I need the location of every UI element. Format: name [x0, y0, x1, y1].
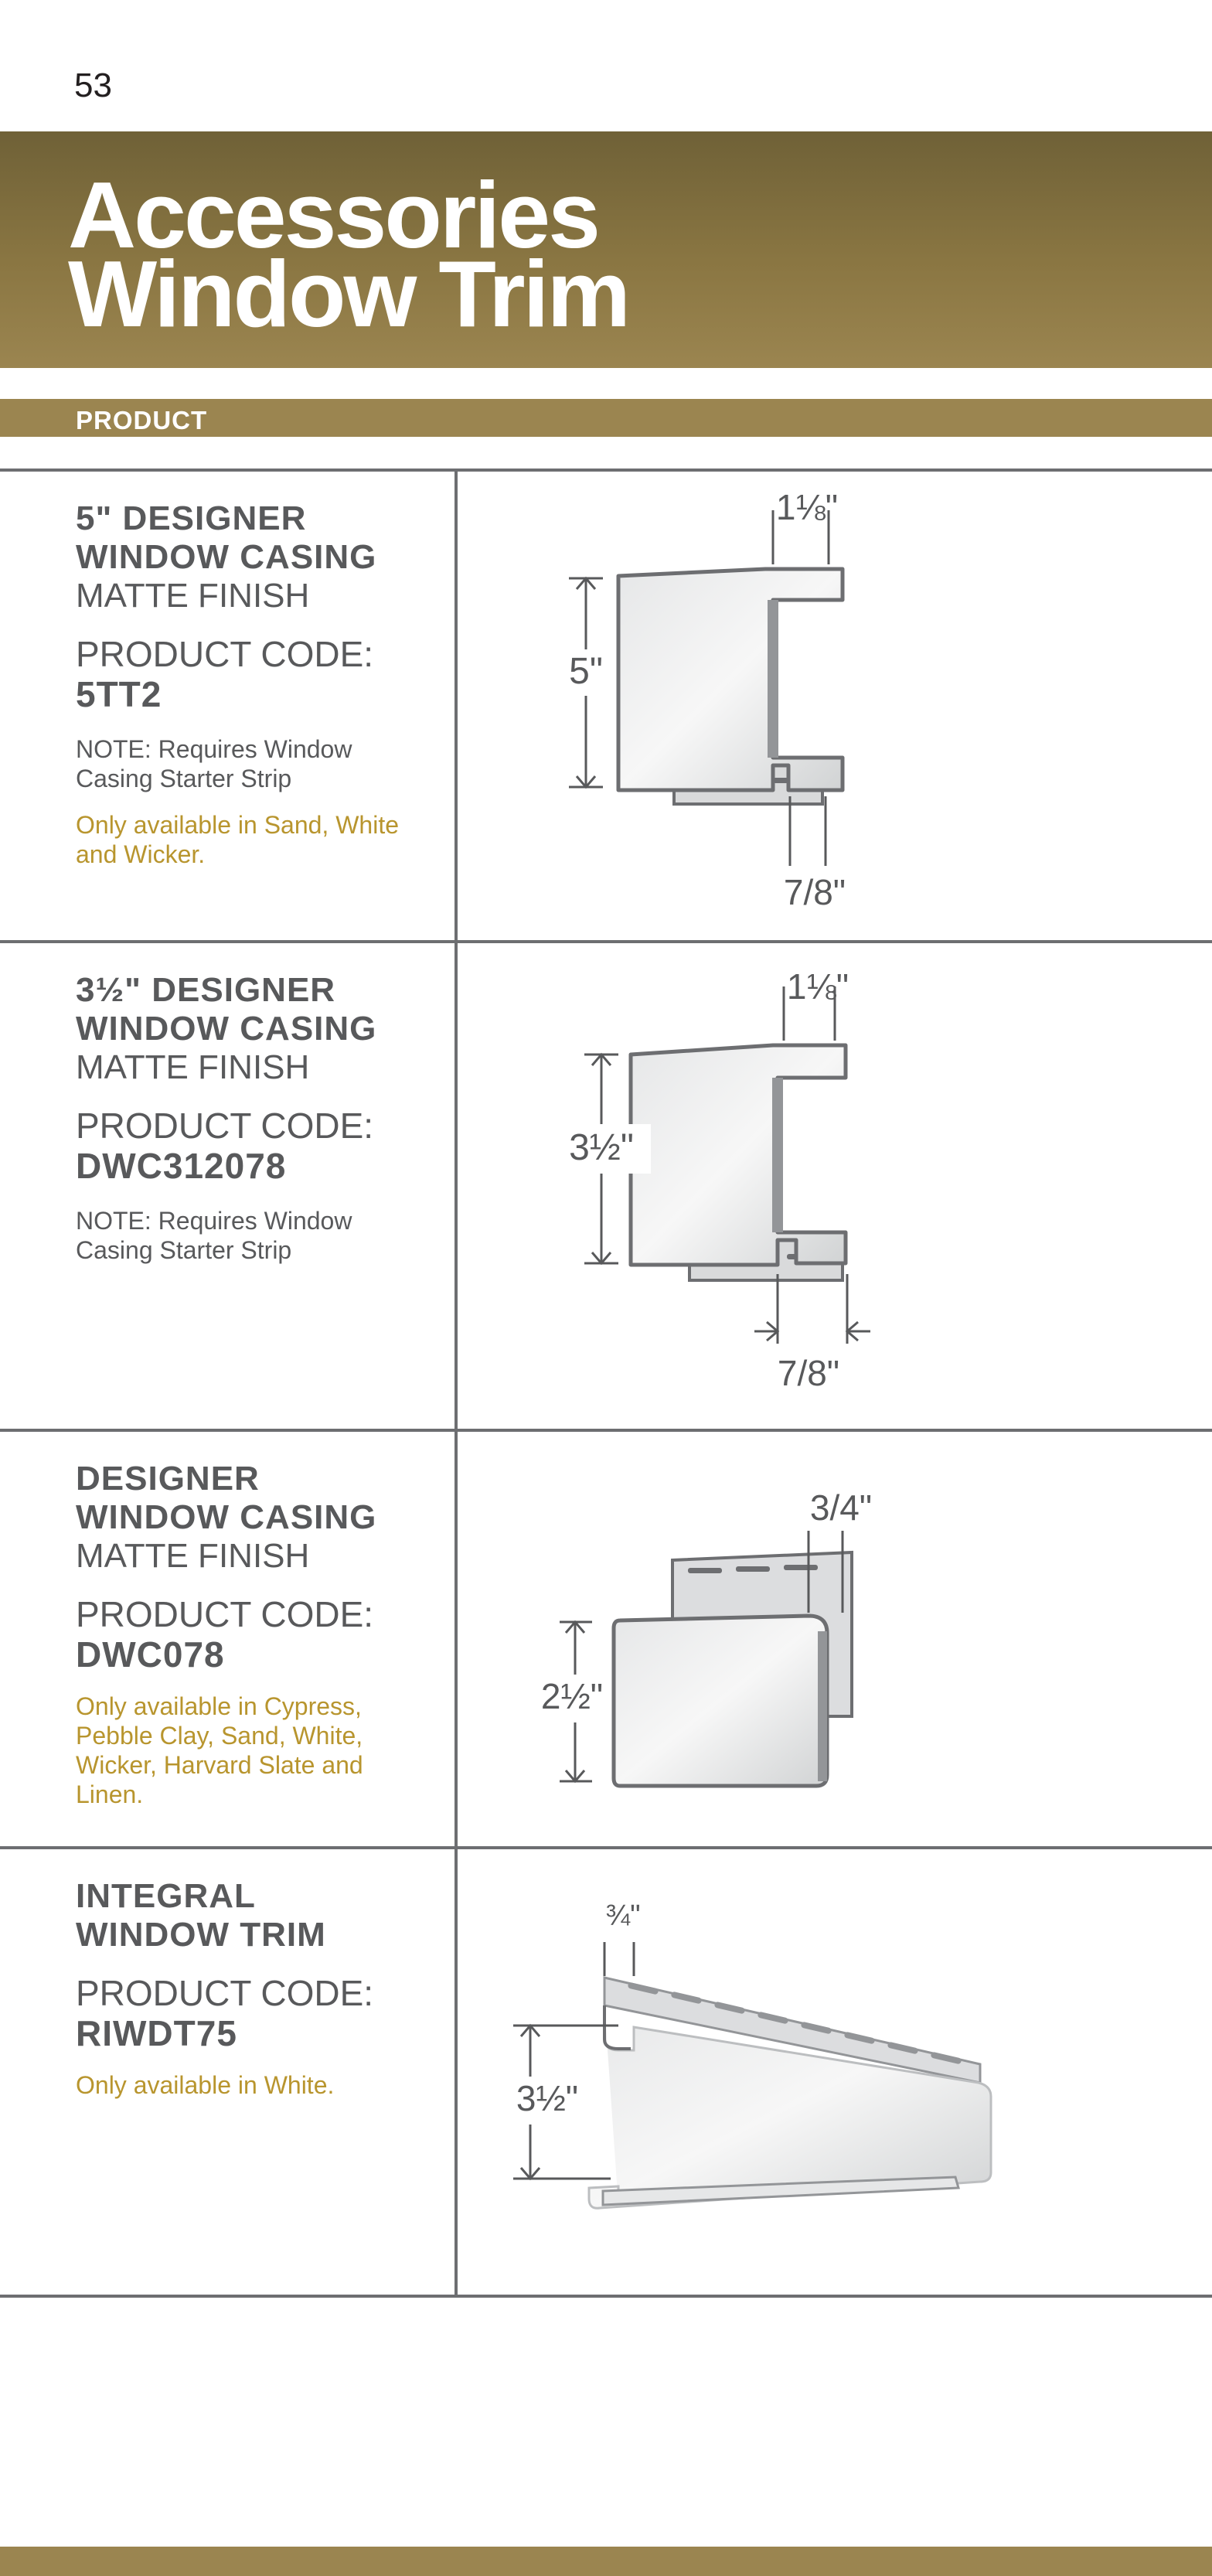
- product-finish: MATTE FINISH: [76, 577, 310, 615]
- product-name-line1: INTEGRAL: [76, 1877, 256, 1915]
- product-finish: MATTE FINISH: [76, 1537, 310, 1575]
- product-name-line2: WINDOW CASING: [76, 1498, 377, 1536]
- dim-bottom: 7/8": [777, 1353, 840, 1393]
- product-code-label: PRODUCT CODE:: [76, 1594, 374, 1634]
- product-note: [76, 734, 439, 793]
- dim-bottom: 7/8": [783, 872, 846, 912]
- product-name-line1: 3½" DESIGNER: [76, 971, 336, 1009]
- product-code: 5TT2: [76, 674, 162, 714]
- product-availability: [76, 2070, 439, 2100]
- product-code-label: PRODUCT CODE:: [76, 634, 374, 674]
- product-info-dwc312078: [76, 971, 439, 1265]
- page-title-line1: Accessories: [68, 162, 598, 267]
- product-name-line1: 5" DESIGNER: [76, 499, 307, 537]
- dim-top: 1⅛": [786, 966, 849, 1007]
- integral-trim-riwdt75-diagram: [502, 1886, 1005, 2234]
- column-header-bar: [0, 399, 1212, 437]
- footer-bar: [0, 2547, 1212, 2576]
- product-availability-line1: Only available in White.: [76, 2071, 335, 2099]
- dim-top: 1⅛": [775, 487, 839, 527]
- row-divider: [0, 940, 1212, 943]
- dim-side: 5": [569, 651, 603, 692]
- product-availability-line3: Wicker, Harvard Slate and: [76, 1751, 363, 1779]
- column-divider: [454, 470, 458, 2296]
- product-code-label: PRODUCT CODE:: [76, 1106, 374, 1146]
- product-info-5tt2: [76, 499, 439, 869]
- dim-side: 3½": [569, 1127, 634, 1168]
- product-availability: [76, 1692, 439, 1809]
- product-finish: MATTE FINISH: [76, 1048, 310, 1086]
- product-availability-line2: and Wicker.: [76, 840, 206, 868]
- casing-5tt2-diagram: [541, 487, 897, 920]
- dim-side: 2½": [540, 1676, 604, 1716]
- product-code: DWC078: [76, 1634, 225, 1675]
- product-name-line2: WINDOW TRIM: [76, 1916, 326, 1954]
- row-divider: [0, 2295, 1212, 2298]
- product-info-riwdt75: [76, 1877, 439, 2100]
- product-name-line1: DESIGNER: [76, 1460, 260, 1498]
- row-divider: [0, 1846, 1212, 1849]
- product-availability-line2: Pebble Clay, Sand, White,: [76, 1722, 363, 1750]
- row-divider: [0, 1429, 1212, 1432]
- product-code: DWC312078: [76, 1146, 287, 1186]
- product-availability-line1: Only available in Cypress,: [76, 1692, 362, 1720]
- dim-side: 3½": [516, 2078, 579, 2118]
- product-availability-line1: Only available in Sand, White: [76, 811, 399, 839]
- casing-dwc078-diagram: [533, 1469, 904, 1809]
- casing-dwc312078-diagram: [541, 965, 897, 1413]
- title-banner: [0, 131, 1212, 368]
- column-header-product: PRODUCT: [76, 406, 208, 434]
- product-code-label: PRODUCT CODE:: [76, 1973, 374, 2013]
- product-code: RIWDT75: [76, 2013, 237, 2053]
- dim-top: ¾": [605, 1900, 641, 1932]
- product-name-line2: WINDOW CASING: [76, 538, 377, 576]
- dim-top: 3/4": [809, 1487, 873, 1528]
- product-name-line2: WINDOW CASING: [76, 1010, 377, 1048]
- page-title-line2: Window Trim: [68, 241, 628, 346]
- product-note-line2: Casing Starter Strip: [76, 1236, 292, 1264]
- product-note: [76, 1206, 439, 1265]
- product-availability-line4: Linen.: [76, 1780, 144, 1808]
- product-note-line1: NOTE: Requires Window: [76, 1207, 352, 1235]
- product-note-line2: Casing Starter Strip: [76, 765, 292, 792]
- product-note-line1: NOTE: Requires Window: [76, 735, 352, 763]
- page-number: 53: [74, 66, 112, 104]
- row-divider: [0, 469, 1212, 472]
- product-info-dwc078: [76, 1460, 439, 1809]
- product-availability: [76, 810, 439, 869]
